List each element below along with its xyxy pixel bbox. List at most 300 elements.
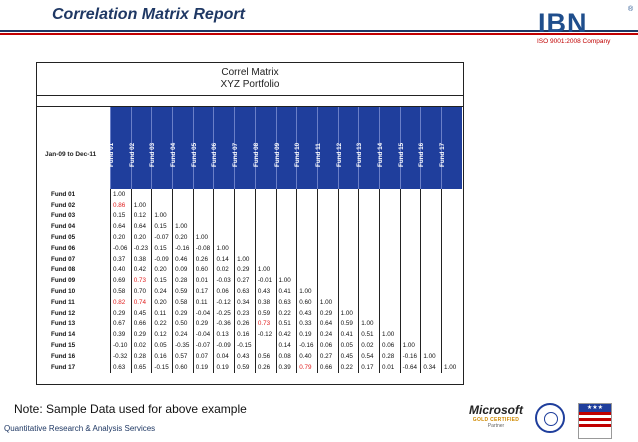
correlation-cell <box>317 286 338 297</box>
correlation-cell: -0.16 <box>400 351 421 362</box>
row-label: Fund 05 <box>51 234 76 242</box>
correlation-cell <box>359 297 380 308</box>
correlation-cell <box>297 189 318 200</box>
correlation-cell <box>442 275 463 286</box>
correlation-cell: -0.64 <box>400 362 421 373</box>
correlation-cell: 0.15 <box>111 211 132 222</box>
correlation-cell: 1.00 <box>173 221 194 232</box>
correlation-cell: 0.15 <box>152 221 173 232</box>
row-label: Fund 16 <box>51 352 76 360</box>
correlation-cell: 0.12 <box>131 211 152 222</box>
correlation-cell <box>421 286 442 297</box>
correlation-cell: 0.28 <box>379 351 400 362</box>
correlation-cell: -0.16 <box>297 340 318 351</box>
correlation-cell <box>359 189 380 200</box>
correlation-cell <box>421 189 442 200</box>
correlation-cell <box>379 297 400 308</box>
correlation-cell: 0.51 <box>359 329 380 340</box>
table-row <box>37 362 462 373</box>
column-header-label: Fund 17 <box>439 142 446 167</box>
correlation-cell <box>379 308 400 319</box>
table-row <box>37 275 462 286</box>
table-row <box>37 211 462 222</box>
column-header-label: Fund 12 <box>335 142 343 167</box>
correlation-cell <box>276 221 297 232</box>
correlation-cell: -0.36 <box>214 319 235 330</box>
column-header <box>252 107 276 189</box>
correlation-table <box>37 107 462 373</box>
correlation-cell: 0.42 <box>276 329 297 340</box>
partner-level: GOLD CERTIFIED <box>472 417 520 423</box>
correlation-cell: 0.33 <box>297 319 318 330</box>
correlation-cell: 0.66 <box>131 319 152 330</box>
correlation-cell: 0.58 <box>173 297 194 308</box>
column-header-label: Fund 06 <box>211 142 219 167</box>
correlation-cell <box>400 275 421 286</box>
correlation-cell: -0.09 <box>152 254 173 265</box>
correlation-cell: -0.16 <box>173 243 194 254</box>
correlation-cell: 0.26 <box>235 319 256 330</box>
correlation-cell: 0.01 <box>379 362 400 373</box>
correlation-cell <box>173 200 194 211</box>
correlation-cell: 0.63 <box>111 362 132 373</box>
correlation-cell <box>317 265 338 276</box>
correlation-cell <box>359 265 380 276</box>
correlation-cell <box>297 232 318 243</box>
correlation-cell: 0.82 <box>111 297 132 308</box>
correlation-cell <box>359 232 380 243</box>
correlation-cell <box>421 221 442 232</box>
correlation-cell <box>442 340 463 351</box>
correlation-cell <box>338 200 359 211</box>
correlation-cell: 0.64 <box>317 319 338 330</box>
table-row <box>37 189 462 200</box>
correlation-cell: 0.11 <box>152 308 173 319</box>
correlation-cell <box>359 275 380 286</box>
correlation-cell <box>276 211 297 222</box>
correlation-cell: 0.58 <box>111 286 132 297</box>
correlation-cell <box>214 189 235 200</box>
correlation-cell <box>379 189 400 200</box>
correlation-cell <box>379 232 400 243</box>
correlation-cell: 0.39 <box>276 362 297 373</box>
correlation-cell: 0.22 <box>338 362 359 373</box>
correlation-cell <box>193 189 214 200</box>
correlation-cell: 0.37 <box>111 254 132 265</box>
correlation-cell: 1.00 <box>131 200 152 211</box>
correlation-cell: 0.26 <box>255 362 276 373</box>
row-label: Fund 02 <box>51 201 76 209</box>
correlation-cell <box>152 189 173 200</box>
correlation-cell: 1.00 <box>400 340 421 351</box>
correlation-cell <box>317 189 338 200</box>
correlation-cell: 0.02 <box>214 265 235 276</box>
correlation-cell: 1.00 <box>421 351 442 362</box>
ibn-logo: IBN <box>538 8 588 38</box>
correlation-cell: -0.08 <box>193 243 214 254</box>
correlation-cell <box>235 189 256 200</box>
table-row <box>37 329 462 340</box>
iso-label: ISO 9001:2008 Company <box>537 38 611 45</box>
correlation-cell <box>379 211 400 222</box>
correlation-cell: 0.12 <box>152 329 173 340</box>
correlation-cell: 0.02 <box>359 340 380 351</box>
correlation-cell <box>421 243 442 254</box>
correlation-cell <box>338 286 359 297</box>
correlation-cell: -0.15 <box>152 362 173 373</box>
correlation-cell <box>297 243 318 254</box>
correlation-cell <box>442 254 463 265</box>
correlation-cell: 0.09 <box>173 265 194 276</box>
correlation-cell <box>235 200 256 211</box>
correlation-cell: 0.34 <box>421 362 442 373</box>
correlation-cell: 0.05 <box>338 340 359 351</box>
correlation-cell: 0.38 <box>131 254 152 265</box>
correlation-cell: 0.40 <box>297 351 318 362</box>
correlation-cell <box>317 275 338 286</box>
row-label: Fund 09 <box>51 277 76 285</box>
correlation-cell: 0.20 <box>173 232 194 243</box>
correlation-cell: -0.12 <box>255 329 276 340</box>
correlation-cell <box>359 221 380 232</box>
correlation-cell: -0.06 <box>111 243 132 254</box>
correlation-cell: 0.63 <box>235 286 256 297</box>
row-label: Fund 04 <box>51 223 76 231</box>
correlation-cell <box>338 297 359 308</box>
correlation-cell: 0.29 <box>193 319 214 330</box>
correlation-cell: 1.00 <box>317 297 338 308</box>
correlation-cell <box>297 275 318 286</box>
correlation-cell: 0.23 <box>235 308 256 319</box>
correlation-cell: 0.65 <box>131 362 152 373</box>
correlation-cell <box>338 221 359 232</box>
column-header-label: Fund 16 <box>418 142 426 167</box>
correlation-cell <box>421 319 442 330</box>
correlation-cell <box>359 211 380 222</box>
correlation-cell: 0.24 <box>152 286 173 297</box>
correlation-cell <box>317 200 338 211</box>
correlation-cell <box>276 254 297 265</box>
correlation-cell: 0.19 <box>193 362 214 373</box>
correlation-cell <box>400 211 421 222</box>
correlation-cell: 0.20 <box>131 232 152 243</box>
correlation-cell: 0.59 <box>255 308 276 319</box>
correlation-cell <box>276 200 297 211</box>
microsoft-partner-logo <box>464 403 528 429</box>
correlation-cell: 1.00 <box>235 254 256 265</box>
correlation-cell: 0.02 <box>131 340 152 351</box>
table-row <box>37 265 462 276</box>
correlation-cell: 0.11 <box>193 297 214 308</box>
correlation-cell: 0.29 <box>317 308 338 319</box>
correlation-cell <box>400 243 421 254</box>
correlation-cell: -0.25 <box>214 308 235 319</box>
correlation-cell <box>359 200 380 211</box>
correlation-cell: 1.00 <box>338 308 359 319</box>
correlation-cell <box>379 286 400 297</box>
correlation-cell <box>442 221 463 232</box>
row-label: Fund 17 <box>51 363 76 371</box>
correlation-cell <box>173 211 194 222</box>
column-header-label: Fund 05 <box>190 142 198 167</box>
correlation-cell: 1.00 <box>442 362 463 373</box>
correlation-cell <box>317 232 338 243</box>
correlation-cell: -0.35 <box>173 340 194 351</box>
correlation-cell <box>442 308 463 319</box>
correlation-cell <box>442 297 463 308</box>
correlation-cell <box>442 329 463 340</box>
table-row <box>37 308 462 319</box>
correlation-cell: 0.42 <box>131 265 152 276</box>
correlation-cell: 0.60 <box>193 265 214 276</box>
registered-mark: ® <box>628 6 634 13</box>
correlation-cell: 0.15 <box>152 275 173 286</box>
table-row <box>37 297 462 308</box>
correlation-cell: 0.43 <box>255 286 276 297</box>
correlation-cell <box>297 265 318 276</box>
correlation-cell: -0.15 <box>235 340 256 351</box>
correlation-cell: 0.29 <box>235 265 256 276</box>
correlation-cell <box>276 232 297 243</box>
column-header-label: Fund 04 <box>170 142 178 167</box>
correlation-cell: 0.19 <box>297 329 318 340</box>
column-header-label: Fund 09 <box>273 142 281 167</box>
column-header-label: Fund 08 <box>252 142 260 167</box>
correlation-cell <box>235 211 256 222</box>
correlation-cell: 0.60 <box>297 297 318 308</box>
correlation-cell <box>421 211 442 222</box>
correlation-cell <box>173 189 194 200</box>
correlation-cell <box>442 200 463 211</box>
table-row <box>37 254 462 265</box>
correlation-cell <box>421 308 442 319</box>
correlation-cell: 0.40 <box>111 265 132 276</box>
correlation-cell <box>255 243 276 254</box>
column-header-row <box>37 107 462 189</box>
correlation-cell <box>235 221 256 232</box>
correlation-cell: 0.73 <box>255 319 276 330</box>
column-header-label: Fund 13 <box>356 142 364 167</box>
correlation-cell: -0.32 <box>111 351 132 362</box>
correlation-cell: 0.13 <box>214 329 235 340</box>
correlation-cell <box>214 211 235 222</box>
correlation-cell: 0.79 <box>297 362 318 373</box>
correlation-cell: 0.24 <box>317 329 338 340</box>
correlation-cell <box>152 200 173 211</box>
matrix-spacer <box>37 96 463 107</box>
correlation-cell <box>255 232 276 243</box>
correlation-cell: 0.66 <box>317 362 338 373</box>
correlation-cell <box>379 254 400 265</box>
column-header-label: Fund 10 <box>294 142 302 167</box>
table-row <box>37 243 462 254</box>
correlation-cell: 0.64 <box>111 221 132 232</box>
correlation-cell <box>235 243 256 254</box>
correlation-cell: 0.26 <box>193 254 214 265</box>
correlation-cell <box>297 211 318 222</box>
correlation-cell <box>297 254 318 265</box>
correlation-cell <box>338 275 359 286</box>
correlation-cell: 0.01 <box>193 275 214 286</box>
correlation-cell: 0.64 <box>131 221 152 232</box>
correlation-cell: 0.28 <box>131 351 152 362</box>
table-row <box>37 319 462 330</box>
correlation-cell <box>338 265 359 276</box>
correlation-cell: 0.57 <box>173 351 194 362</box>
correlation-cell: 0.56 <box>255 351 276 362</box>
correlation-cell <box>214 232 235 243</box>
correlation-cell: 1.00 <box>214 243 235 254</box>
correlation-cell: 0.27 <box>317 351 338 362</box>
column-header-label: Fund 01 <box>108 142 115 167</box>
correlation-cell <box>317 254 338 265</box>
correlation-cell <box>400 232 421 243</box>
correlation-cell <box>338 189 359 200</box>
correlation-cell <box>276 243 297 254</box>
correlation-cell: 0.43 <box>235 351 256 362</box>
correlation-cell: 0.04 <box>214 351 235 362</box>
correlation-cell: -0.03 <box>214 275 235 286</box>
correlation-cell: 0.27 <box>235 275 256 286</box>
correlation-cell: 0.19 <box>214 362 235 373</box>
correlation-cell <box>442 243 463 254</box>
matrix-title-line1: Correl Matrix <box>221 67 279 78</box>
correlation-matrix-frame <box>36 62 464 385</box>
row-label: Fund 03 <box>51 212 76 220</box>
correlation-cell: 1.00 <box>111 189 132 200</box>
correlation-cell <box>297 200 318 211</box>
correlation-cell: 1.00 <box>193 232 214 243</box>
correlation-cell <box>317 243 338 254</box>
correlation-cell <box>400 297 421 308</box>
correlation-cell: 0.14 <box>214 254 235 265</box>
correlation-cell: 0.24 <box>173 329 194 340</box>
correlation-cell <box>359 286 380 297</box>
row-label: Fund 08 <box>51 266 76 274</box>
correlation-cell: 0.45 <box>338 351 359 362</box>
correlation-cell: 0.86 <box>111 200 132 211</box>
correlation-cell <box>421 232 442 243</box>
correlation-cell: 0.08 <box>276 351 297 362</box>
correlation-cell: 0.06 <box>317 340 338 351</box>
correlation-cell: 0.54 <box>359 351 380 362</box>
correlation-cell <box>400 265 421 276</box>
correlation-cell <box>400 329 421 340</box>
footer-department: Quantitative Research & Analysis Services <box>4 424 156 433</box>
correlation-cell: 0.60 <box>173 362 194 373</box>
correlation-cell: 1.00 <box>152 211 173 222</box>
correlation-cell: 0.43 <box>297 308 318 319</box>
correlation-cell: 0.59 <box>338 319 359 330</box>
column-header-label: Fund 03 <box>149 142 157 167</box>
correlation-cell: -0.07 <box>152 232 173 243</box>
correlation-cell: 0.70 <box>131 286 152 297</box>
correlation-cell <box>193 211 214 222</box>
row-label: Fund 12 <box>51 309 76 317</box>
correlation-cell <box>421 200 442 211</box>
correlation-cell <box>255 340 276 351</box>
correlation-cell: 0.16 <box>235 329 256 340</box>
correlation-cell <box>400 221 421 232</box>
correlation-cell <box>379 275 400 286</box>
row-label: Fund 06 <box>51 244 76 252</box>
correlation-cell <box>131 189 152 200</box>
correlation-cell <box>255 189 276 200</box>
correlation-cell <box>255 211 276 222</box>
correlation-cell: 0.63 <box>276 297 297 308</box>
correlation-cell: 0.41 <box>276 286 297 297</box>
correlation-cell: -0.12 <box>214 297 235 308</box>
row-label: Fund 11 <box>51 298 75 306</box>
correlation-cell <box>255 254 276 265</box>
correlation-cell <box>214 200 235 211</box>
correlation-cell: -0.07 <box>193 340 214 351</box>
correlation-cell: 0.51 <box>276 319 297 330</box>
correlation-cell <box>338 243 359 254</box>
correlation-cell: 0.73 <box>131 275 152 286</box>
correlation-cell: 1.00 <box>276 275 297 286</box>
correlation-cell: -0.04 <box>193 329 214 340</box>
correlation-cell <box>379 319 400 330</box>
column-header-label: Fund 07 <box>232 142 240 167</box>
correlation-cell <box>400 200 421 211</box>
correlation-cell <box>400 286 421 297</box>
correlation-cell: 0.46 <box>173 254 194 265</box>
row-label: Fund 14 <box>51 331 76 339</box>
partner-name: Microsoft <box>469 403 523 417</box>
correlation-cell: 0.45 <box>131 308 152 319</box>
correlation-cell <box>379 221 400 232</box>
period-cell <box>37 107 111 189</box>
correlation-cell: 0.74 <box>131 297 152 308</box>
correlation-cell: 0.16 <box>152 351 173 362</box>
correlation-cell: 0.06 <box>379 340 400 351</box>
correlation-cell <box>214 221 235 232</box>
correlation-cell: 0.50 <box>173 319 194 330</box>
correlation-cell <box>379 200 400 211</box>
table-row <box>37 200 462 211</box>
column-header-label: Fund 02 <box>128 142 136 167</box>
correlation-cell: -0.10 <box>111 340 132 351</box>
correlation-cell <box>297 221 318 232</box>
correlation-cell <box>442 286 463 297</box>
correlation-cell <box>400 189 421 200</box>
correlation-cell: 0.41 <box>338 329 359 340</box>
correlation-cell <box>317 211 338 222</box>
table-row <box>37 232 462 243</box>
matrix-title <box>37 63 463 96</box>
matrix-title-line2: XYZ Portfolio <box>220 79 280 90</box>
correlation-cell <box>235 232 256 243</box>
correlation-cell <box>359 254 380 265</box>
correlation-cell: 1.00 <box>255 265 276 276</box>
correlation-cell: 0.39 <box>111 329 132 340</box>
correlation-cell <box>421 275 442 286</box>
un-seal-icon <box>535 403 565 433</box>
table-row <box>37 221 462 232</box>
correlation-cell: 0.59 <box>235 362 256 373</box>
correlation-cell <box>421 297 442 308</box>
correlation-cell <box>421 265 442 276</box>
correlation-cell <box>400 319 421 330</box>
correlation-cell <box>442 319 463 330</box>
correlation-cell <box>442 211 463 222</box>
correlation-cell: 0.05 <box>152 340 173 351</box>
correlation-cell: 0.14 <box>276 340 297 351</box>
correlation-cell <box>255 200 276 211</box>
correlation-cell: -0.23 <box>131 243 152 254</box>
correlation-cell <box>276 189 297 200</box>
